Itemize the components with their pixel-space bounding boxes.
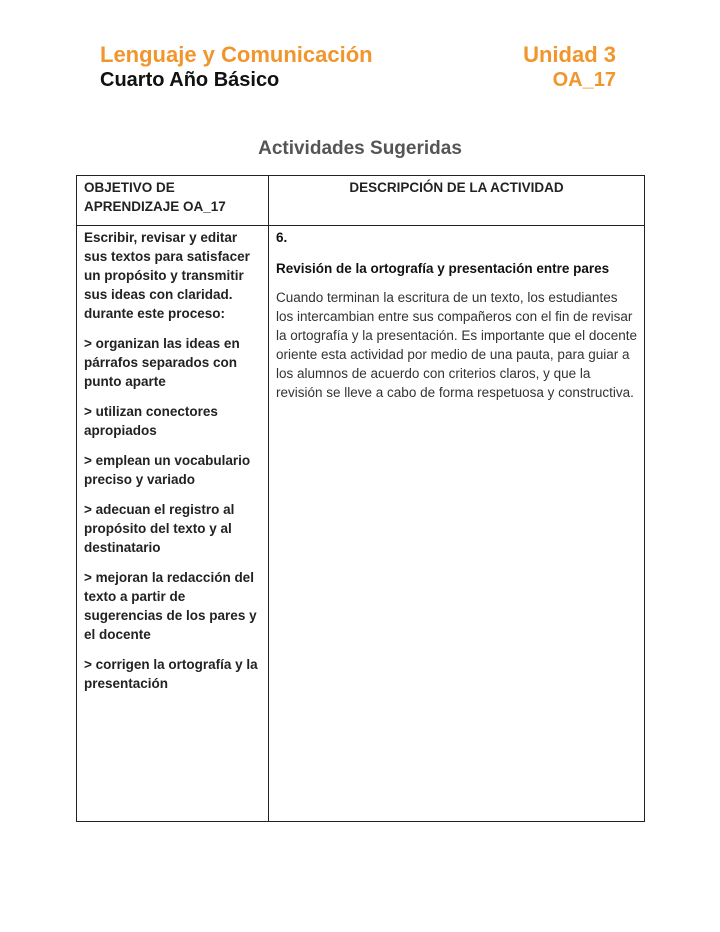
objective-intro: Escribir, revisar y editar sus textos para satisfacer un propósito y transmitir sus ideas con claridad. durante este proceso: xyxy=(84,230,250,321)
objective-item: > adecuan el registro al propósito del texto y al destinatario xyxy=(84,502,235,555)
description-cell xyxy=(269,226,645,822)
table-body-row xyxy=(77,226,645,822)
objective-item: > mejoran la redacción del texto a partir de sugerencias de los pares y el docente xyxy=(84,570,257,642)
objective-item: > organizan las ideas en párrafos separados con punto aparte xyxy=(84,336,240,389)
objective-item: > utilizan conectores apropiados xyxy=(84,404,218,438)
grade-title: Cuarto Año Básico xyxy=(100,69,280,91)
header-left xyxy=(100,42,373,92)
objective-item: > corrigen la ortografía y la presentación xyxy=(84,657,258,691)
objective-cell xyxy=(77,226,269,822)
objective-item: > emplean un vocabulario preciso y variado xyxy=(84,453,251,487)
activity-number: 6. xyxy=(276,230,288,245)
activity-title: Revisión de la ortografía y presentación entre pares xyxy=(276,261,610,276)
objective-header: OBJETIVO DE APRENDIZAJE OA_17 xyxy=(77,176,269,226)
unit-label: Unidad 3 xyxy=(523,42,616,67)
header-right xyxy=(523,42,616,92)
subject-title: Lenguaje y Comunicación xyxy=(100,42,373,67)
section-title: Actividades Sugeridas xyxy=(258,138,462,159)
description-header: DESCRIPCIÓN DE LA ACTIVIDAD xyxy=(269,176,645,226)
activity-description: Cuando terminan la escritura de un texto, los estudiantes los intercambian entre sus compañeros con el fin de revisar la ortografía y la presentación. Es importante que el docente oriente esta actividad por medio de una pauta, para guiar a los alumnos de acuerdo con criterios claros, y que la revisión se lleve a cabo de forma respetuosa y constructiva. xyxy=(276,290,637,400)
activity-table xyxy=(76,175,645,822)
table-header-row xyxy=(77,176,645,226)
oa-code: OA_17 xyxy=(552,69,616,91)
